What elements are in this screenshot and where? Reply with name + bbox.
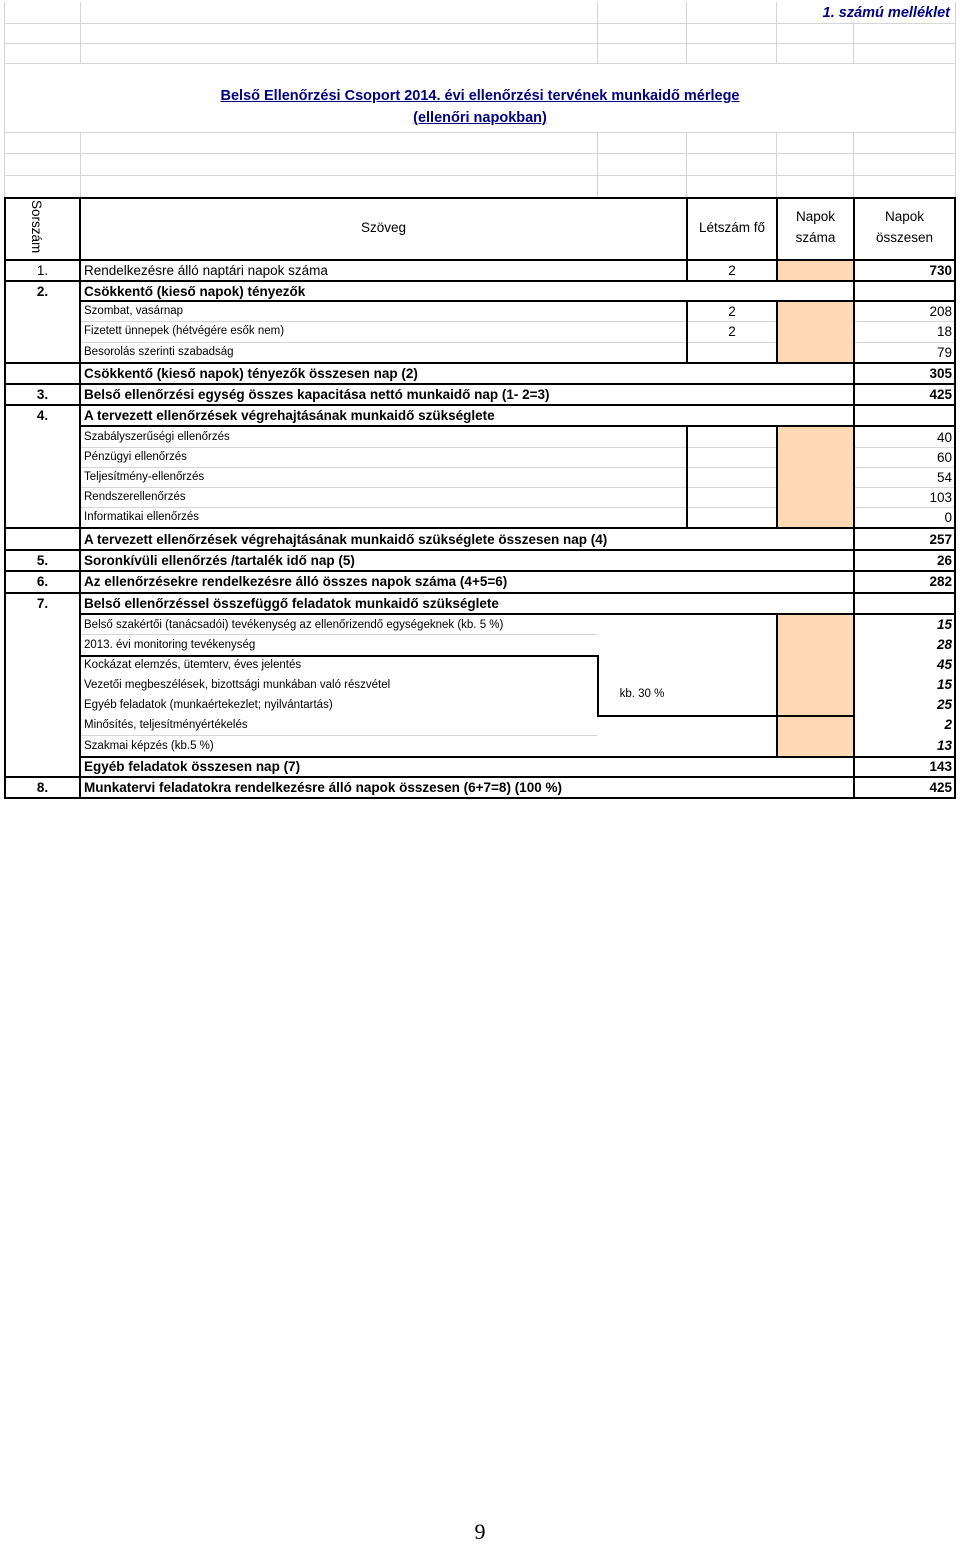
header-napok-szama-1: Napok [795,209,836,224]
row-label: Rendszerellenőrzés [84,491,186,503]
section-heading: Belső ellenőrzési egység összes kapacitása nettó munkaidő nap (1- 2=3) [84,387,550,402]
border [4,383,956,385]
row-number: 3. [36,387,49,402]
section-heading: Az ellenőrzésekre rendelkezésre álló összes napok száma (4+5=6) [84,574,508,589]
note-label: kb. 30 % [619,688,665,700]
border [954,197,956,799]
border [776,425,778,529]
gridline [955,2,956,198]
row-label: Belső szakértői (tanácsadói) tevékenység az ellenőrizendő egységeknek (kb. 5 %) [84,619,504,631]
gridline [80,735,597,736]
highlight-cell [777,301,853,362]
gridline [4,153,956,154]
row-label: Szakmai képzés (kb.5 %) [84,740,214,752]
gridline [4,175,956,176]
gridline [4,43,956,44]
gridline [597,2,598,64]
gridline [4,132,956,133]
border [4,404,956,406]
gridline [597,132,598,198]
border [4,259,956,261]
border [597,715,853,717]
gridline [853,22,854,64]
border [4,527,956,529]
row-total: 18 [936,324,952,339]
row-total: 25 [936,697,952,712]
row-number: 8. [36,780,49,795]
subtotal-label: Egyéb feladatok összesen nap (7) [84,759,301,774]
row-letszam: 2 [728,324,736,339]
row-number: 1. [36,263,49,278]
header-szoveg: Szöveg [360,220,407,235]
border [4,570,956,572]
section-heading: Soronkívüli ellenőrzés /tartalék idő nap (5) [84,553,355,568]
row-total: 40 [936,430,952,445]
row-total: 425 [929,780,952,795]
row-total: 15 [936,677,952,692]
section-heading: Csökkentő (kieső napok) tényezők [84,284,306,299]
row-label: Szombat, vasárnap [84,305,184,317]
row-total: 730 [929,263,952,278]
gridline [776,2,777,64]
annex-label: 1. számú melléklet [822,5,950,21]
row-label: Informatikai ellenőrzés [84,511,200,523]
section-heading: A tervezett ellenőrzések végrehajtásának munkaidő szükséglete [84,408,495,423]
row-total: 45 [936,657,952,672]
row-label: Pénzügyi ellenőrzés [84,451,187,463]
row-number: 6. [36,574,49,589]
row-label: Rendelkezésre álló naptári napok száma [84,263,328,278]
border [597,655,599,717]
gridline [4,63,956,64]
row-number: 7. [36,596,49,611]
subtotal-value: 257 [929,532,952,547]
row-total: 15 [936,617,952,632]
border [4,776,956,778]
border [776,613,778,757]
row-label: Minősítés, teljesítményértékelés [84,719,248,731]
row-total: 282 [929,574,952,589]
gridline [4,23,956,24]
header-napok-szama-2: száma [795,230,836,245]
border [4,592,956,594]
border [853,197,855,799]
page-number: 9 [474,1519,486,1544]
gridline [4,2,5,198]
subtotal-label: A tervezett ellenőrzések végrehajtásának munkaidő szükséglete összesen nap (4) [84,532,608,547]
border [80,756,956,758]
border [4,362,956,364]
row-label: Teljesítmény-ellenőrzés [84,471,205,483]
row-total: 28 [936,637,952,652]
row-label: Kockázat elemzés, ütemterv, éves jelentés [84,659,302,671]
header-sorszam: Sorszám [29,200,44,254]
subtotal-value: 305 [929,366,952,381]
subtotal-label: Csökkentő (kieső napok) tényezők összesen nap (2) [84,366,418,381]
row-letszam: 2 [728,263,736,278]
header-napok-osszesen-1: Napok [884,209,925,224]
row-total: 79 [936,345,952,360]
border [79,197,81,799]
border [4,197,956,199]
border [80,655,597,657]
header-letszam: Létszám fő [698,220,766,235]
gridline [686,2,687,64]
row-label: Egyéb feladatok (munkaértekezlet; nyilvántartás) [84,699,333,711]
row-label: 2013. évi monitoring tevékenység [84,639,256,651]
border [776,300,778,363]
border [4,549,956,551]
row-total: 103 [929,490,952,505]
border [4,797,956,799]
row-total: 208 [929,304,952,319]
row-total: 26 [936,553,952,568]
highlight-cell [777,614,853,756]
row-total: 0 [944,510,952,525]
page-title: Belső Ellenőrzési Csoport 2014. évi ellenőrzési tervének munkaidő mérlege [220,88,740,104]
row-label: Besorolás szerinti szabadság [84,346,234,358]
gridline [80,2,81,64]
section-heading: Belső ellenőrzéssel összefüggő feladatok munkaidő szükséglete [84,596,499,611]
gridline [80,634,597,635]
border [686,425,688,529]
row-total: 13 [936,738,952,753]
row-total: 54 [936,470,952,485]
row-number: 5. [36,553,49,568]
row-label: Fizetett ünnepek (hétvégére esők nem) [84,325,285,337]
row-total: 425 [929,387,952,402]
gridline [853,132,854,198]
gridline [776,132,777,198]
border [80,613,956,615]
border [80,300,956,302]
row-label: Szabályszerűségi ellenőrzés [84,431,230,443]
highlight-cell [777,260,853,280]
page-subtitle: (ellenőri napokban) [413,110,547,126]
border [80,425,956,427]
row-number: 4. [36,408,49,423]
row-total: 2 [944,717,952,732]
row-letszam: 2 [728,304,736,319]
row-total: 60 [936,450,952,465]
section-heading: Munkatervi feladatokra rendelkezésre álló napok összesen (6+7=8) (100 %) [84,780,562,795]
highlight-cell [777,426,853,528]
row-label: Vezetői megbeszélések, bizottsági munkában való részvétel [84,679,391,691]
border [4,280,956,282]
gridline [686,132,687,198]
gridline [80,132,81,198]
header-napok-osszesen-2: összesen [875,230,934,245]
subtotal-value: 143 [929,759,952,774]
row-number: 2. [36,284,49,299]
